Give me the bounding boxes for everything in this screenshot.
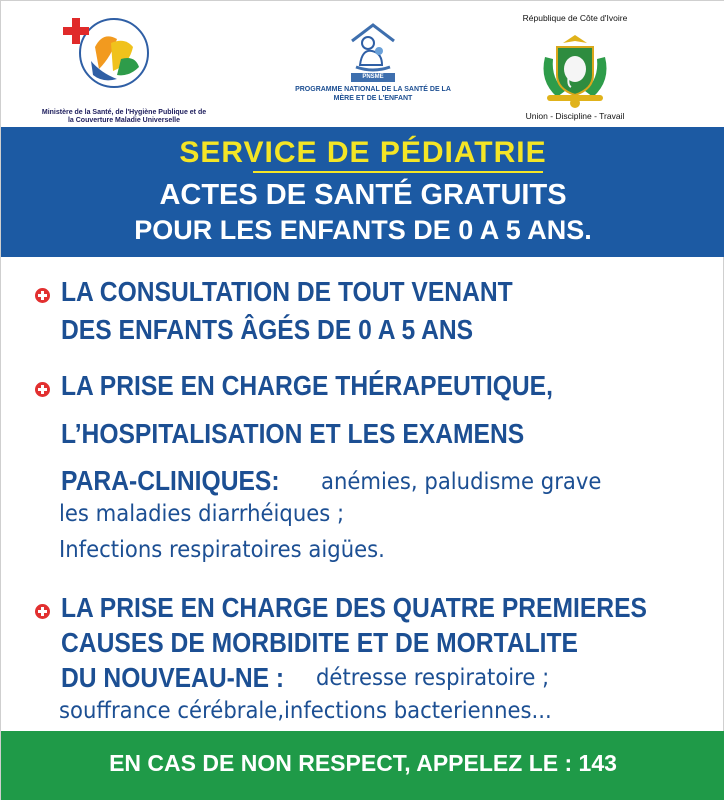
republic-logo [511,9,639,124]
item-2-detail-1: les maladies diarrhéiques ; [59,501,345,527]
banner-line-2: POUR LES ENFANTS DE 0 A 5 ANS. [134,215,592,245]
coat-of-arms-icon [537,31,613,109]
item-3-line-1: LA PRISE EN CHARGE DES QUATRE PREMIERES [61,592,647,623]
banner-line-1: ACTES DE SANTÉ GRATUITS [159,179,567,211]
footer-hotline-text: EN CAS DE NON RESPECT, APPELEZ LE : 143 [109,750,617,776]
header [1,1,724,127]
item-3-line-3: DU NOUVEAU-NE : [61,662,285,693]
plus-bullet-icon [35,382,50,397]
republic-title: République de Côte d'Ivoire [522,13,628,23]
ministry-logo [39,13,209,123]
plus-bullet-icon [35,604,50,619]
mother-child-icon [348,21,398,73]
national-motto: Union - Discipline - Travail [525,111,625,121]
item-3-detail-inline: détresse respiratoire ; [316,665,550,691]
item-2-line-1: LA PRISE EN CHARGE THÉRAPEUTIQUE, [61,370,553,401]
pnsme-logo [293,21,453,111]
item-3-line-2: CAUSES DE MORBIDITE ET DE MORTALITE [61,627,578,658]
item-3-detail-1: souffrance cérébrale,infections bacteriennes... [59,698,552,724]
pnsme-name: PROGRAMME NATIONAL DE LA SANTÉ DE LA MÈRE ET DE L'ENFANT [295,86,451,102]
title-underline [253,171,543,173]
pnsme-badge: PNSME [351,73,395,82]
plus-bullet-icon [35,288,50,303]
item-1-line-2: DES ENFANTS ÂGÉS DE 0 A 5 ANS [61,314,474,345]
service-title: SERVICE DE PÉDIATRIE [179,136,547,169]
ministry-emblem-icon [59,13,159,97]
item-1-line-1: LA CONSULTATION DE TOUT VENANT [61,276,513,307]
item-2-line-2: L’HOSPITALISATION ET LES EXAMENS [61,418,525,449]
item-2-line-3: PARA-CLINIQUES: [61,465,280,496]
ministry-name: Ministère de la Santé, de l'Hygiène Publique et de la Couverture Maladie Universelle [41,109,207,124]
item-2-detail-2: Infections respiratoires aigües. [59,537,385,563]
item-2-detail-inline: anémies, paludisme grave [321,469,602,495]
